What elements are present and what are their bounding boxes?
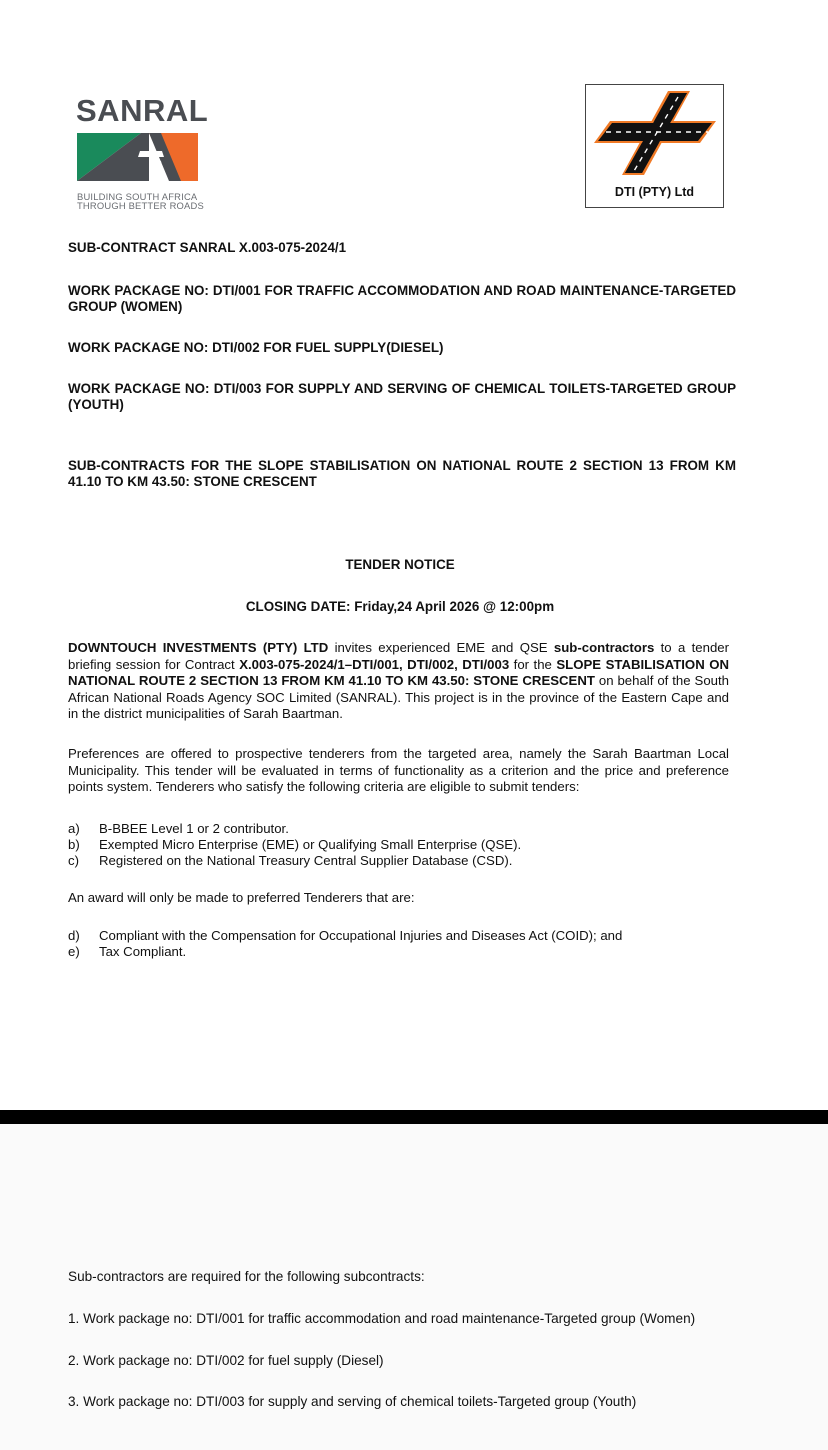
contract-number: X.003-075-2024/1–DTI/001, DTI/002, DTI/003: [239, 656, 510, 672]
award-intro: An award will only be made to preferred Tenderers that are:: [68, 890, 415, 905]
page-separator: [0, 1110, 828, 1124]
list-item: c) Registered on the National Treasury Central Supplier Database (CSD).: [68, 853, 513, 868]
dti-logo: [585, 84, 724, 208]
sanral-tagline-1: BUILDING SOUTH AFRICA: [77, 191, 198, 202]
tender-notice-heading: TENDER NOTICE: [345, 557, 455, 572]
list-item: 3. Work package no: DTI/003 for supply and serving of chemical toilets-Targeted group (Youth): [68, 1394, 637, 1409]
sanral-wordmark: SANRAL: [76, 93, 209, 128]
award-criteria-list: [68, 928, 748, 960]
list-item: 2. Work package no: DTI/002 for fuel supply (Diesel): [68, 1353, 384, 1368]
dti-crossroad-icon: [592, 89, 718, 177]
list-item: b) Exempted Micro Enterprise (EME) or Qualifying Small Enterprise (QSE).: [68, 837, 522, 852]
list-item: d) Compliant with the Compensation for Occupational Injuries and Diseases Act (COID); and: [68, 928, 623, 943]
subcontracts-intro: Sub-contractors are required for the following subcontracts:: [68, 1269, 425, 1284]
preferences-paragraph: Preferences are offered to prospective tenderers from the targeted area, namely the Sarah Baartman Local Municipality. This tender will be evaluated in terms of functionality as a criterion and the price and preference points system. Tenderers who satisfy the following criteria are eligible to submit tenders:: [68, 746, 729, 794]
closing-date: CLOSING DATE: Friday,24 April 2026 @ 12:00pm: [245, 599, 555, 614]
sanral-tagline-2: THROUGH BETTER ROADS: [77, 200, 204, 211]
project-title: SUB-CONTRACTS FOR THE SLOPE STABILISATION ON NATIONAL ROUTE 2 SECTION 13 FROM KM 41.10 TO KM 43.50: STONE CRESCENT: [68, 458, 736, 489]
list-item: 1. Work package no: DTI/001 for traffic accommodation and road maintenance-Targeted group (Women): [68, 1311, 696, 1326]
work-package-1-title: WORK PACKAGE NO: DTI/001 FOR TRAFFIC ACCOMMODATION AND ROAD MAINTENANCE-TARGETED GROUP (WOMEN): [68, 283, 736, 314]
list-item: e) Tax Compliant.: [68, 944, 187, 959]
second-page: [0, 1124, 828, 1450]
project-name: SLOPE STABILISATION ON NATIONAL ROUTE 2 SECTION 13 FROM KM 41.10 TO KM 43.50: STONE CRESCENT: [68, 656, 729, 688]
dti-company-name: DTI (PTY) Ltd: [614, 185, 695, 199]
eligibility-list: [68, 821, 748, 869]
list-item: a) B-BBEE Level 1 or 2 contributor.: [68, 821, 289, 836]
work-package-2-title: WORK PACKAGE NO: DTI/002 FOR FUEL SUPPLY(DIESEL): [68, 340, 444, 355]
sanral-logo: [76, 90, 209, 216]
intro-paragraph: DOWNTOUCH INVESTMENTS (PTY) LTD invites experienced EME and QSE sub-contractors to a tender briefing session for Contract X.003-075-2024/1–DTI/001, DTI/002, DTI/003 for the SLOPE STABILISATION ON NATIONAL ROUTE 2 SECTION 13 FROM KM 41.10 TO KM 43.50: STONE CRESCENT on behalf of the South African National Roads Agency SOC Limited (SANRAL). This project is in the province of the Eastern Cape and in the district municipalities of Sarah Baartman.: [68, 640, 730, 721]
work-package-3-title: WORK PACKAGE NO: DTI/003 FOR SUPPLY AND SERVING OF CHEMICAL TOILETS-TARGETED GROUP (YOUTH): [68, 381, 736, 412]
sanral-road-icon: [77, 133, 198, 181]
subcontract-reference: SUB-CONTRACT SANRAL X.003-075-2024/1: [68, 240, 347, 255]
company-name: DOWNTOUCH INVESTMENTS (PTY) LTD: [68, 640, 329, 655]
